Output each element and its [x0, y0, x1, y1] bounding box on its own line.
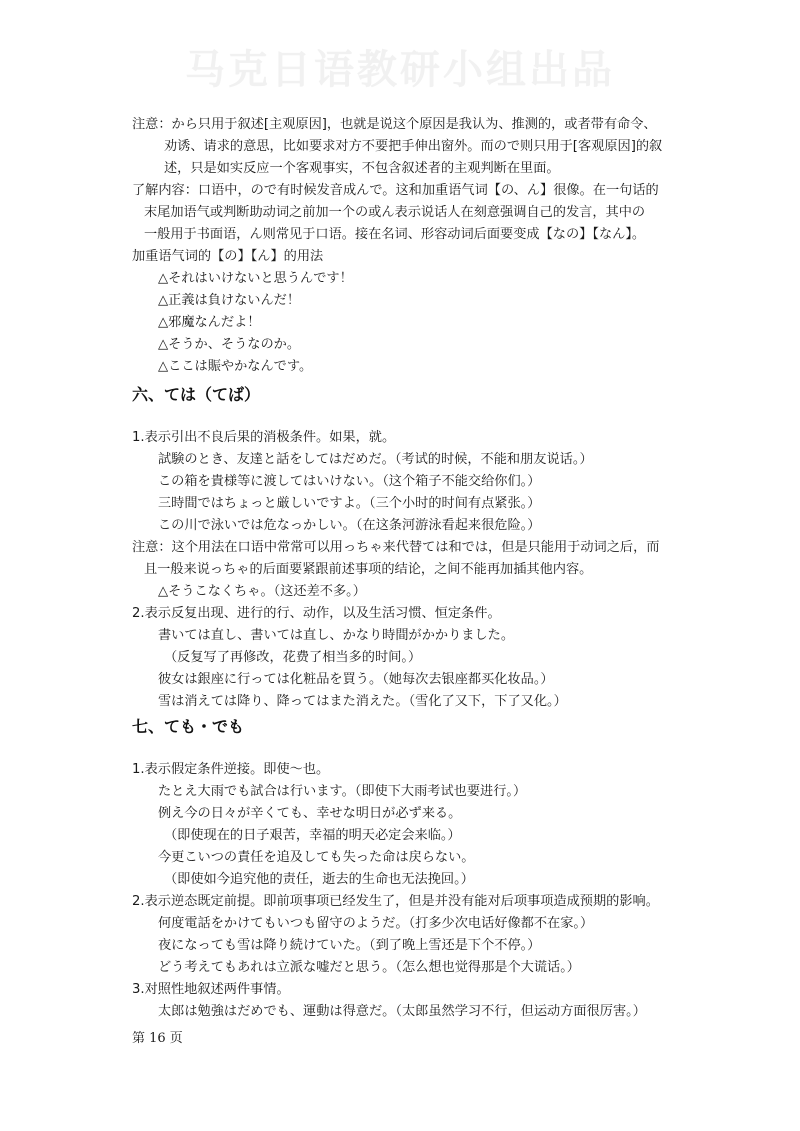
text-line: 夜になっても雪は降り続けていた。（到了晚上雪还是下个不停。） [158, 938, 541, 953]
text-line: 述，只是如实反应一个客观事实，不包含叙述者的主观判断在里面。 [164, 161, 560, 176]
text-line: △そうこなくちゃ。（这还差不多。） [158, 584, 366, 599]
text-line: どう考えてもあれは立派な嘘だと思う。（怎么想也觉得那是个大谎话。） [158, 960, 580, 975]
text-line: △それはいけないと思うんです！ [158, 271, 353, 286]
text-line: 劝诱、请求的意思，比如要求对方不要把手伸出窗外。而ので则只用于[客观原因]的叙 [164, 139, 663, 154]
text-line: （反复写了再修改，花费了相当多的时间。） [164, 650, 422, 665]
watermark: 马克日语教研小组出品 [185, 47, 615, 93]
text-line: 試験のとき、友達と話をしてはだめだ。（考试的时候，不能和朋友说话。） [158, 452, 593, 467]
text-line: この箱を貴様等に渡してはいけない。（这个箱子不能交给你们。） [158, 474, 541, 489]
section-heading-7: 七、ても・でも [132, 717, 245, 736]
text-line: 例え今の日々が辛くても、幸せな明日が必ず来る。 [158, 806, 462, 821]
text-line: △そうか、そうなのか。 [158, 337, 301, 352]
text-line: （即使现在的日子艰苦，幸福的明天必定会来临。） [164, 828, 461, 843]
text-line: △正義は負けないんだ！ [158, 293, 301, 308]
text-line: 末尾加语气或判断助动词之前加一个の或ん表示说话人在刻意强调自己的发言，其中の [144, 205, 646, 220]
text-line: この川で泳いでは危なっかしい。（在这条河游泳看起来很危险。） [158, 518, 541, 533]
text-line: 2.表示逆态既定前提。即前项事项已经发生了，但是并没有能对后项事项造成预期的影响。 [132, 894, 659, 909]
text-line: △ここは賑やかなんです。 [158, 359, 313, 374]
text-line: 1.表示假定条件逆接。即使～也。 [132, 762, 330, 777]
section-heading-6: 六、ては（てば） [132, 385, 261, 404]
text-line: 雪は消えては降り、降ってはまた消えた。（雪化了又下，下了又化。） [158, 694, 567, 709]
text-line: 1.表示引出不良后果的消极条件。如果，就。 [132, 430, 396, 445]
text-line: 注意：から只用于叙述[主观原因]，也就是说这个原因是我认为、推测的，或者带有命令、 [132, 117, 657, 132]
page-number: 第 16 页 [132, 1031, 183, 1046]
text-line: 一般用于书面语，ん则常见于口语。接在名词、形容动词后面要变成【なの】【なん】。 [144, 227, 646, 242]
text-line: 何度電話をかけてもいつも留守のようだ。（打多少次电话好像都不在家。） [158, 916, 594, 931]
text-line: たとえ大雨でも試合は行います。（即使下大雨考试也要进行。） [158, 784, 527, 799]
text-line: 今更こいつの責任を追及しても失った命は戻らない。 [158, 850, 475, 865]
text-line: 加重语气词的【の】【ん】的用法 [132, 249, 324, 264]
text-line: 三時間ではちょっと厳しいですよ。（三个小时的时间有点紧张。） [158, 496, 541, 511]
text-line: （即使如今追究他的责任，逝去的生命也无法挽回。） [164, 872, 474, 887]
text-line: △邪魔なんだよ！ [158, 315, 261, 330]
text-line: 了解内容：口语中，ので有时候发音成んで。这和加重语气词【の、ん】很像。在一句话的 [132, 183, 659, 198]
text-line: 2.表示反复出现、进行的行、动作，以及生活习惯、恒定条件。 [132, 606, 501, 621]
text-line: 太郎は勉強はだめでも、運動は得意だ。（太郎虽然学习不行，但运动方面很厉害。） [158, 1004, 646, 1019]
text-line: 彼女は銀座に行っては化粧品を買う。（她每次去银座都买化妆品。） [158, 672, 554, 687]
text-line: 且一般来说っちゃ的后面要紧跟前述事项的结论，之间不能再加插其他内容。 [144, 562, 593, 577]
text-line: 3.对照性地叙述两件事情。 [132, 982, 290, 997]
text-line: 書いては直し、書いては直し、かなり時間がかかりました。 [158, 628, 515, 643]
text-line: 注意：这个用法在口语中常常可以用っちゃ来代替ては和では，但是只能用于动词之后，而 [132, 540, 660, 555]
